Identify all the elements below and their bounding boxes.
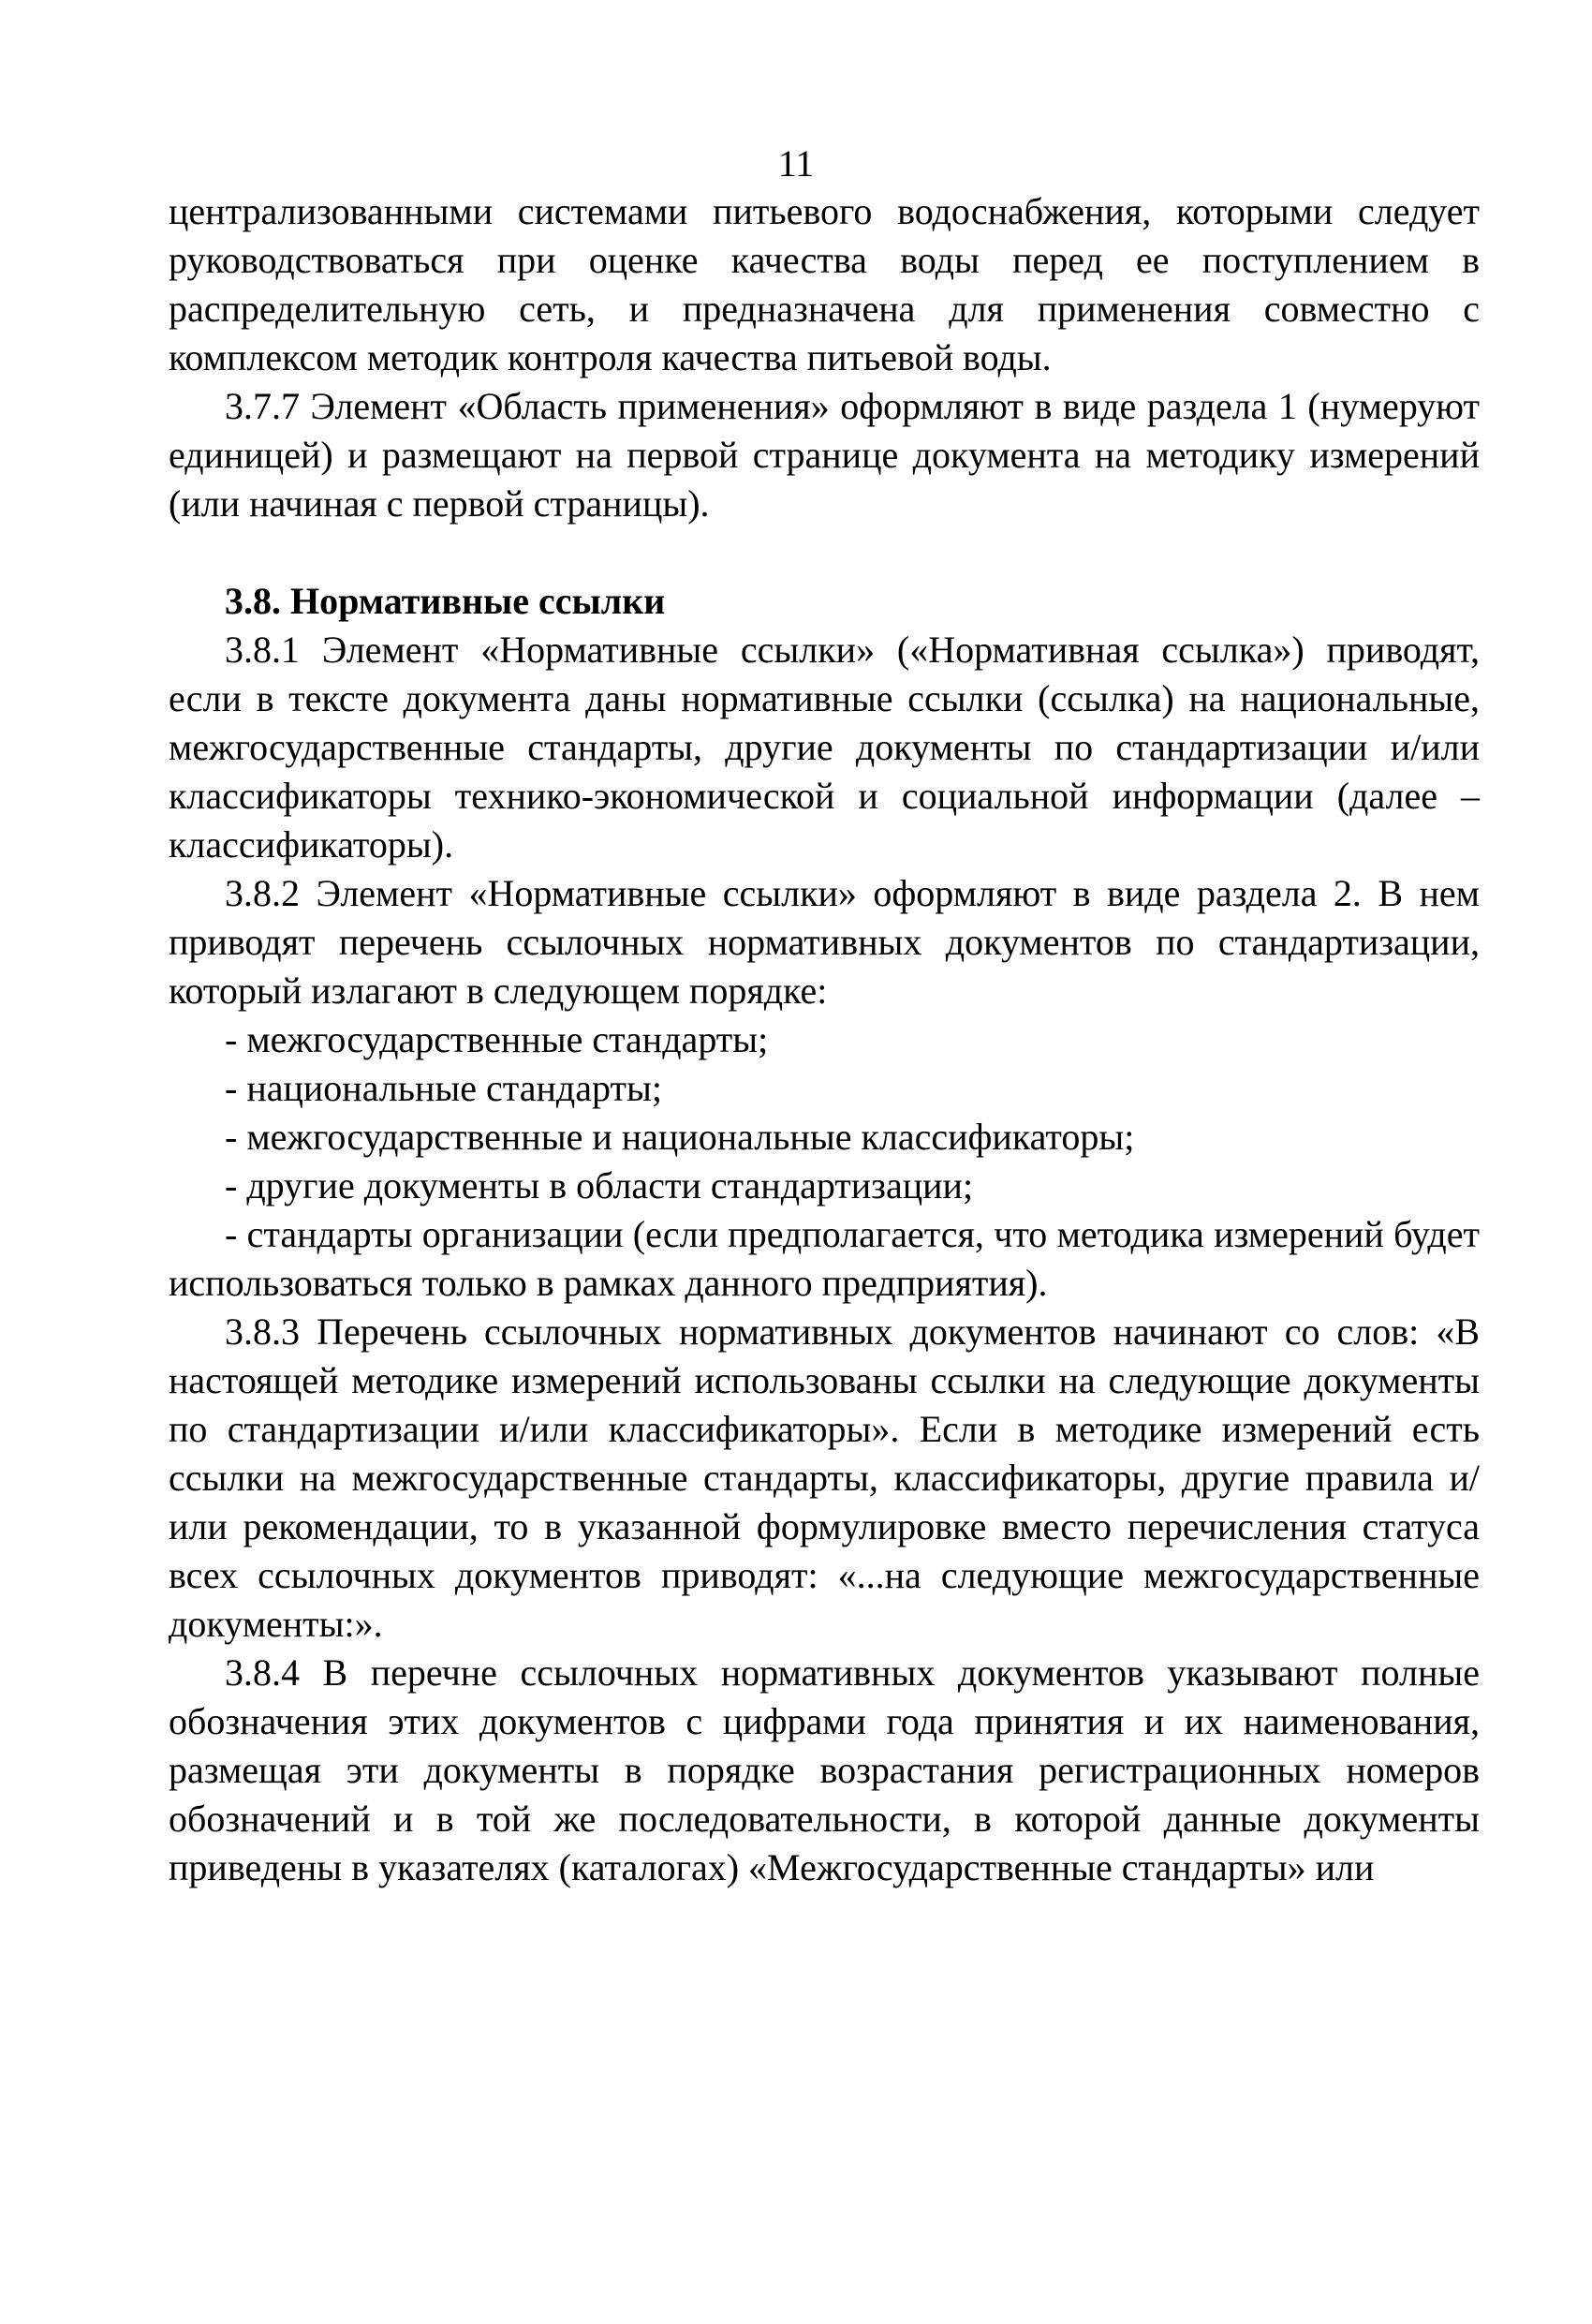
paragraph-3-7-7: 3.7.7 Элемент «Область применения» оформляют в виде раздела 1 (нумеруют единицей) и размещают на первой странице документа на методику измерений (или начиная с первой страницы).	[169, 385, 1480, 525]
paragraph-3-8-2: 3.8.2 Элемент «Нормативные ссылки» оформляют в виде раздела 2. В нем приводят перечень ссылочных нормативных документов по стандартизации, который излагают в следующем порядке:	[169, 872, 1480, 1012]
document-body	[169, 187, 1480, 1892]
list-item: - стандарты организации (если предполагается, что методика измерений будет использоваться только в рамках данного предприятия).	[169, 1213, 1480, 1304]
list-item: - межгосударственные стандарты;	[225, 1018, 769, 1060]
page-number: 11	[777, 142, 815, 185]
paragraph-3-8-1: 3.8.1 Элемент «Нормативные ссылки» («Нормативная ссылка») приводят, если в тексте документа даны нормативные ссылки (ссылка) на национальные, межгосударственные стандарты, другие документы по стандартизации и/или классификаторы технико-экономической и социальной информации (далее – классификаторы).	[169, 629, 1480, 866]
list-item: - национальные стандарты;	[225, 1067, 662, 1109]
paragraph-3-8-4: 3.8.4 В перечне ссылочных нормативных документов указывают полные обозначения этих документов с цифрами года принятия и их наименования, размещая эти документы в порядке возрастания регистрационных номеров обозначений и в той же последовательности, в которой данные документы приведены в указателях (каталогах) «Межгосударственные стандарты» или	[169, 1651, 1480, 1888]
paragraph-continued: централизованными системами питьевого водоснабжения, которыми следует руководствоваться при оценке качества воды перед ее поступлением в распределительную сеть, и предназначена для применения совместно с комплексом методик контроля качества питьевой воды.	[169, 190, 1480, 378]
list-item: - другие документы в области стандартизации;	[225, 1164, 974, 1206]
section-heading-3-8: 3.8. Нормативные ссылки	[225, 580, 666, 622]
paragraph-3-8-3: 3.8.3 Перечень ссылочных нормативных документов начинают со слов: «В настоящей методике измерений использованы ссылки на следующие документы по стандартизации и/или классификаторы». Если в методике измерений есть ссылки на межгосударственные стандарты, классификаторы, другие правила и/или рекомендации, то в указанной формулировке вместо перечисления статуса всех ссылочных документов приводят: «...на следующие межгосударственные документы:».	[169, 1310, 1480, 1645]
list-item: - межгосударственные и национальные классификаторы;	[225, 1116, 1135, 1158]
